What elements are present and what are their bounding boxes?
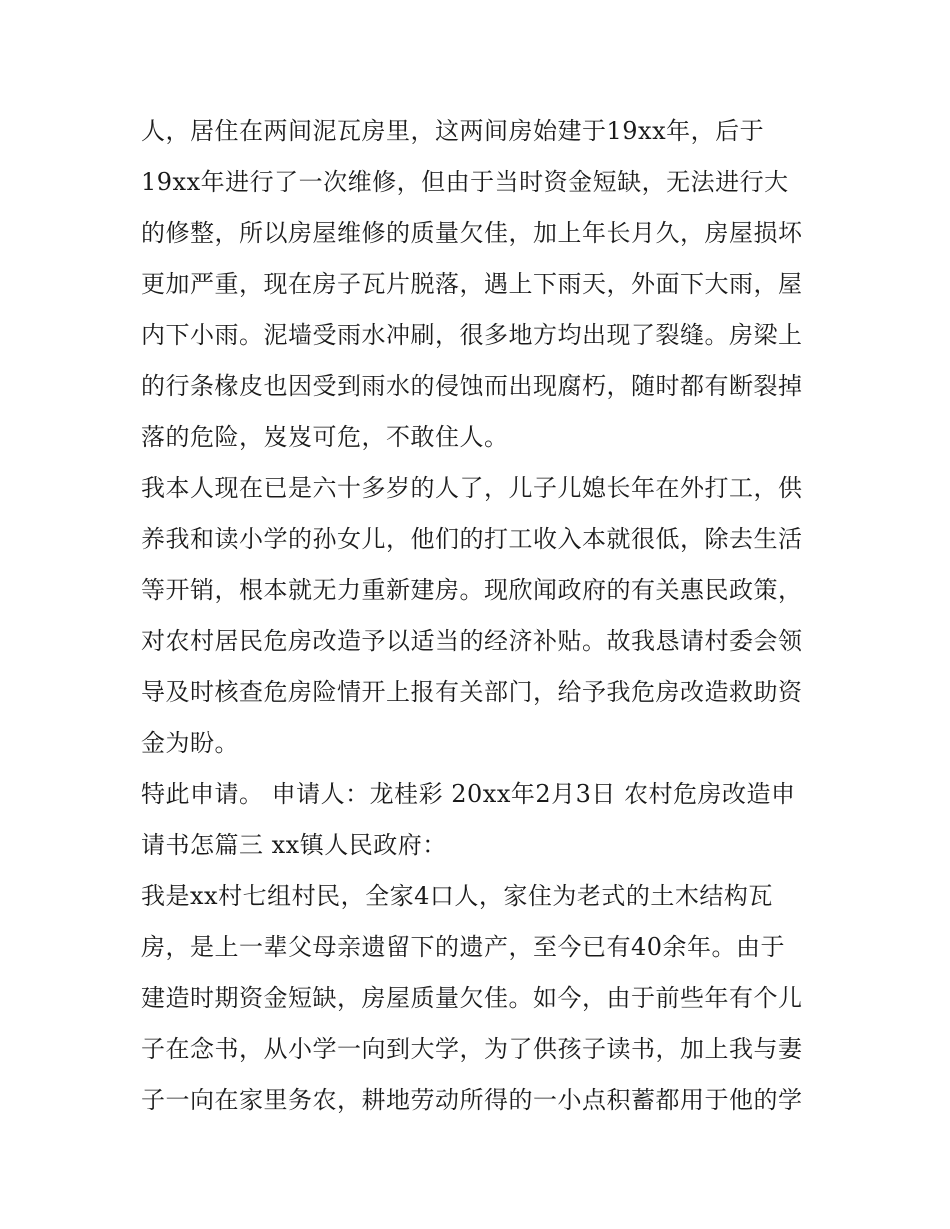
text-line: 特此申请。 申请人：龙桂彩 20xx年2月3日 农村危房改造申 (141, 780, 796, 808)
text-line: 子一向在家里务农，耕地劳动所得的一小点积蓄都用于他的学 (141, 1086, 803, 1114)
text-line: 等开销，根本就无力重新建房。现欣闻政府的有关惠民政策， (141, 576, 803, 604)
text-line: 建造时期资金短缺，房屋质量欠佳。如今，由于前些年有个儿 (141, 984, 803, 1012)
text-line: 我本人现在已是六十多岁的人了，儿子儿媳长年在外打工，供 (141, 474, 803, 502)
text-line: 人，居住在两间泥瓦房里，这两间房始建于19xx年，后于 (141, 117, 765, 145)
text-line: 19xx年进行了一次维修，但由于当时资金短缺，无法进行大 (141, 168, 789, 196)
text-line: 落的危险，岌岌可危，不敢住人。 (141, 423, 509, 451)
text-line: 内下小雨。泥墙受雨水冲刷，很多地方均出现了裂缝。房梁上 (141, 321, 803, 349)
text-line: 请书怎篇三 xx镇人民政府： (141, 831, 447, 859)
text-line: 我是xx村七组村民，全家4口人，家住为老式的土木结构瓦 (141, 882, 773, 910)
text-line: 金为盼。 (141, 729, 239, 757)
document-body (141, 106, 816, 1126)
text-line: 的修整，所以房屋维修的质量欠佳，加上年长月久，房屋损坏 (141, 219, 803, 247)
text-line: 房，是上一辈父母亲遗留下的遗产，至今已有40余年。由于 (141, 933, 786, 961)
text-line: 对农村居民危房改造予以适当的经济补贴。故我恳请村委会领 (141, 627, 803, 655)
text-line: 养我和读小学的孙女儿，他们的打工收入本就很低，除去生活 (141, 525, 803, 553)
text-line: 更加严重，现在房子瓦片脱落，遇上下雨天，外面下大雨，屋 (141, 270, 803, 298)
text-line: 子在念书，从小学一向到大学，为了供孩子读书，加上我与妻 (141, 1035, 803, 1063)
text-line: 的行条椽皮也因受到雨水的侵蚀而出现腐朽，随时都有断裂掉 (141, 372, 803, 400)
text-line: 导及时核查危房险情开上报有关部门，给予我危房改造救助资 (141, 678, 803, 706)
